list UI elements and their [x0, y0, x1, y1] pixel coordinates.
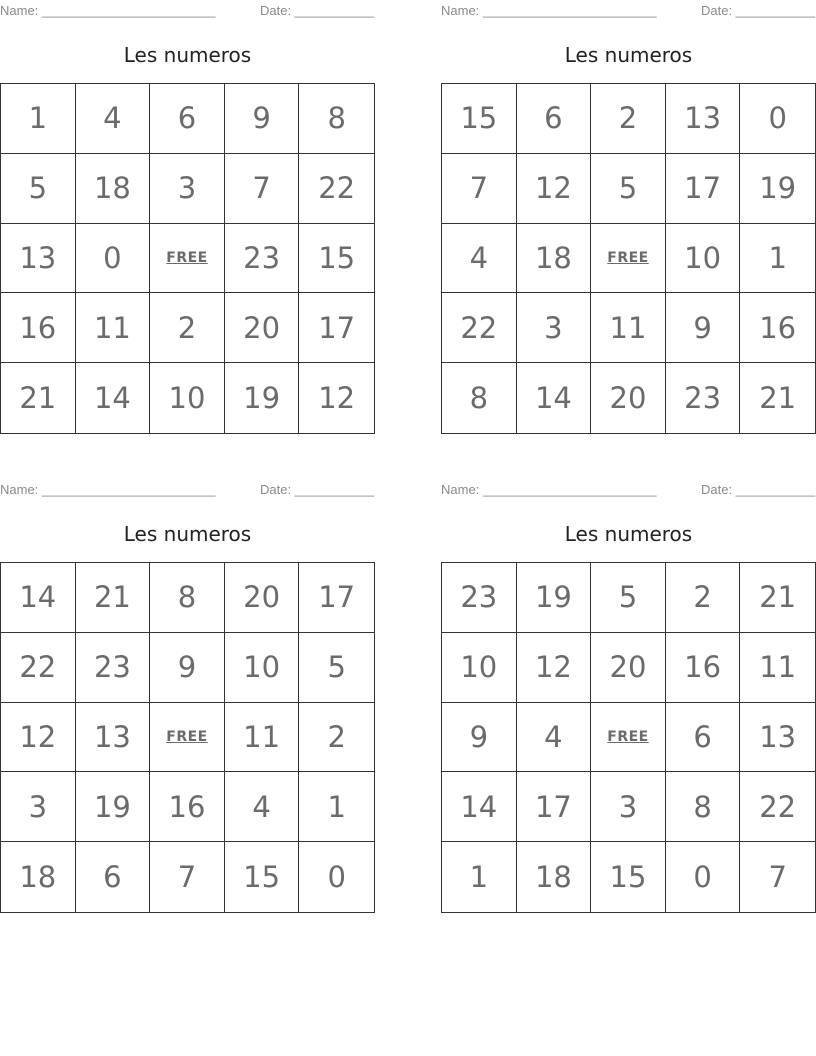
date-field[interactable]: Date: ___________: [260, 482, 375, 497]
bingo-cell: 16: [740, 293, 815, 363]
bingo-cell: 15: [591, 842, 666, 912]
bingo-cell: 21: [740, 563, 815, 633]
bingo-cell: 1: [299, 772, 374, 842]
bingo-cell: 5: [299, 633, 374, 703]
bingo-cell: 14: [442, 772, 517, 842]
bingo-cell: 1: [740, 224, 815, 294]
bingo-cell: 12: [517, 633, 592, 703]
bingo-cell: 11: [591, 293, 666, 363]
bingo-cell: 13: [740, 703, 815, 773]
bingo-cell: 18: [517, 842, 592, 912]
bingo-cell: 12: [318, 381, 356, 416]
bingo-cell: 4: [76, 84, 151, 154]
bingo-card-4: [441, 479, 816, 913]
bingo-card-1: [0, 0, 375, 434]
bingo-cell: 11: [225, 703, 300, 773]
bingo-cell: 17: [666, 154, 741, 224]
bingo-cell: 10: [225, 633, 300, 703]
date-field[interactable]: Date: ___________: [701, 482, 816, 497]
bingo-cell: 22: [299, 154, 374, 224]
bingo-cell: 15: [299, 224, 374, 294]
bingo-cell: 17: [299, 293, 374, 363]
bingo-cell: 9: [225, 84, 300, 154]
card-title: Les numeros: [123, 43, 252, 67]
bingo-cell: 21: [759, 381, 797, 416]
bingo-cell: 10: [666, 224, 741, 294]
bingo-cell: 18: [517, 224, 592, 294]
bingo-cell: 4: [225, 772, 300, 842]
bingo-cell: 5: [1, 154, 76, 224]
bingo-cell: 8: [666, 772, 741, 842]
bingo-cell: 20: [225, 563, 300, 633]
bingo-cell: 8: [442, 363, 517, 433]
bingo-cell: 18: [76, 154, 151, 224]
bingo-cell: 3: [1, 772, 76, 842]
bingo-cell: 2: [150, 293, 225, 363]
bingo-cell: 7: [150, 842, 225, 912]
bingo-cell: 22: [740, 772, 815, 842]
bingo-cell: 0: [327, 860, 346, 895]
bingo-cell: 22: [442, 293, 517, 363]
bingo-cell: 4: [517, 703, 592, 773]
bingo-cell: 13: [666, 84, 741, 154]
bingo-cell: 3: [150, 154, 225, 224]
bingo-grid: [441, 562, 816, 913]
bingo-cell: 23: [225, 224, 300, 294]
name-field[interactable]: Name: ________________________: [441, 482, 657, 497]
bingo-cell: 17: [299, 563, 374, 633]
bingo-cell: 20: [591, 633, 666, 703]
bingo-cell: 0: [76, 224, 151, 294]
name-field[interactable]: Name: ________________________: [0, 3, 216, 18]
name-field[interactable]: Name: ________________________: [0, 482, 216, 497]
bingo-cell: 2: [299, 703, 374, 773]
card-title: Les numeros: [564, 43, 693, 67]
bingo-cell: 15: [225, 842, 300, 912]
bingo-cell: 18: [1, 842, 76, 912]
bingo-cell: 14: [1, 563, 76, 633]
bingo-cell: 2: [666, 563, 741, 633]
date-field[interactable]: Date: ___________: [260, 3, 375, 18]
bingo-cell: 10: [442, 633, 517, 703]
date-field[interactable]: Date: ___________: [701, 3, 816, 18]
free-space: FREE: [150, 224, 225, 294]
bingo-cell: 11: [740, 633, 815, 703]
bingo-card-2: [441, 0, 816, 434]
bingo-cell: 19: [517, 563, 592, 633]
bingo-cell: 7: [768, 860, 787, 895]
bingo-cell: 14: [517, 363, 592, 433]
free-space: FREE: [150, 703, 225, 773]
bingo-cell: 23: [666, 363, 741, 433]
bingo-cell: 23: [76, 633, 151, 703]
bingo-cell: 3: [591, 772, 666, 842]
bingo-cell: 17: [517, 772, 592, 842]
bingo-cell: 19: [225, 363, 300, 433]
card-title: Les numeros: [564, 522, 693, 546]
bingo-cell: 6: [517, 84, 592, 154]
card-title: Les numeros: [123, 522, 252, 546]
bingo-cell: 23: [442, 563, 517, 633]
bingo-cell: 19: [76, 772, 151, 842]
bingo-cell: 6: [150, 84, 225, 154]
bingo-cell: 13: [76, 703, 151, 773]
bingo-cell: 20: [591, 363, 666, 433]
bingo-cell: 9: [150, 633, 225, 703]
bingo-cell: 8: [299, 84, 374, 154]
bingo-cell: 11: [76, 293, 151, 363]
bingo-cell: 3: [517, 293, 592, 363]
bingo-cell: 1: [1, 84, 76, 154]
bingo-grid: [0, 562, 375, 913]
bingo-card-3: [0, 479, 375, 913]
bingo-cell: 16: [150, 772, 225, 842]
bingo-cell: 21: [1, 363, 76, 433]
bingo-cell: 9: [666, 293, 741, 363]
bingo-cell: 19: [740, 154, 815, 224]
bingo-cell: 7: [442, 154, 517, 224]
bingo-cell: 0: [740, 84, 815, 154]
bingo-cell: 5: [591, 154, 666, 224]
bingo-grid: [0, 83, 375, 434]
bingo-cell: 22: [1, 633, 76, 703]
bingo-cell: 20: [225, 293, 300, 363]
bingo-cell: 0: [666, 842, 741, 912]
bingo-grid: [441, 83, 816, 434]
bingo-cell: 9: [442, 703, 517, 773]
bingo-cell: 6: [76, 842, 151, 912]
bingo-cell: 16: [1, 293, 76, 363]
bingo-cell: 13: [1, 224, 76, 294]
bingo-cell: 12: [517, 154, 592, 224]
bingo-cell: 16: [666, 633, 741, 703]
bingo-cell: 1: [442, 842, 517, 912]
bingo-cell: 4: [442, 224, 517, 294]
bingo-cell: 5: [591, 563, 666, 633]
bingo-cell: 8: [150, 563, 225, 633]
bingo-cell: 21: [76, 563, 151, 633]
free-space: FREE: [591, 703, 666, 773]
free-space: FREE: [591, 224, 666, 294]
name-field[interactable]: Name: ________________________: [441, 3, 657, 18]
bingo-cell: 6: [666, 703, 741, 773]
bingo-cell: 14: [76, 363, 151, 433]
bingo-cell: 7: [225, 154, 300, 224]
bingo-cell: 2: [591, 84, 666, 154]
bingo-cell: 10: [150, 363, 225, 433]
bingo-cell: 15: [442, 84, 517, 154]
bingo-cell: 12: [1, 703, 76, 773]
